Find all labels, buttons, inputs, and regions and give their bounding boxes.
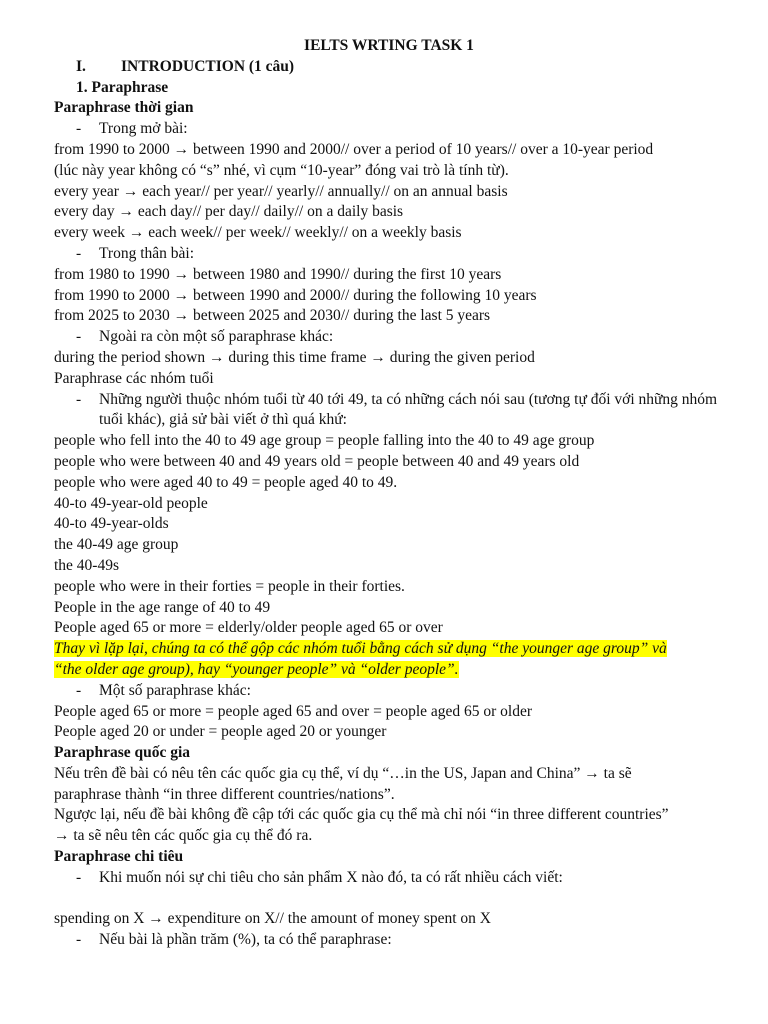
text-line: people who were in their forties = people in their forties. — [54, 577, 405, 595]
heading-spending: Paraphrase chi tiêu — [54, 848, 184, 866]
text-line: people who fell into the 40 to 49 age group = people falling into the 40 to 49 age group — [54, 432, 595, 450]
bullet-text: Ngoài ra còn một số paraphrase khác: — [99, 328, 334, 346]
text-line: during the period shown → during this time frame → during the given period — [54, 348, 535, 366]
text-line: from 2025 to 2030 → between 2025 and 2030// during the last 5 years — [54, 307, 491, 325]
bullet-dash: - — [76, 931, 82, 949]
bullet-item — [54, 327, 724, 348]
text-line: spending on X → expenditure on X// the amount of money spent on X — [54, 910, 491, 928]
text-line: People aged 65 or more = elderly/older people aged 65 or over — [54, 619, 443, 637]
text-line: every year → each year// per year// yearly// annually// on an annual basis — [54, 182, 508, 200]
heading-age-groups: Paraphrase các nhóm tuổi — [54, 369, 214, 387]
bullet-dash: - — [76, 681, 82, 699]
text-line: People in the age range of 40 to 49 — [54, 598, 271, 616]
text-line: 40-to 49-year-old people — [54, 494, 208, 512]
document-page — [54, 36, 724, 951]
subsection-heading-paraphrase: 1. Paraphrase — [76, 78, 169, 96]
bullet-item — [54, 390, 724, 432]
highlighted-note — [54, 639, 724, 660]
text-line: paraphrase thành “in three different countries/nations”. — [54, 785, 395, 803]
section-heading-introduction — [54, 57, 724, 78]
section-number: I. — [76, 57, 86, 75]
text-line: every week → each week// per week// weekly// on a weekly basis — [54, 224, 462, 242]
text-line: people who were between 40 and 49 years old = people between 40 and 49 years old — [54, 452, 580, 470]
text-line: people who were aged 40 to 49 = people aged 40 to 49. — [54, 473, 398, 491]
section-label: INTRODUCTION (1 câu) — [121, 57, 295, 75]
text-line: Ngược lại, nếu đề bài không đề cập tới các quốc gia cụ thể mà chỉ nói “in three different countries” — [54, 806, 669, 824]
text-line: People aged 20 or under = people aged 20 or younger — [54, 723, 387, 741]
bullet-dash: - — [76, 244, 82, 262]
text-line: the 40-49 age group — [54, 536, 179, 554]
text-line: → ta sẽ nêu tên các quốc gia cụ thể đó ra. — [54, 827, 313, 845]
bullet-text: Trong mở bài: — [99, 120, 188, 138]
highlighted-text: Thay vì lặp lại, chúng ta có thể gộp các nhóm tuổi bằng cách sử dụng “the younger age group” và — [54, 640, 667, 658]
text-line: the 40-49s — [54, 556, 120, 574]
bullet-item — [54, 119, 724, 140]
text-line: People aged 65 or more = people aged 65 and over = people aged 65 or older — [54, 702, 533, 720]
highlighted-note — [54, 660, 724, 681]
bullet-text: Trong thân bài: — [99, 244, 195, 262]
bullet-item — [54, 681, 724, 702]
highlighted-text: “the older age group), hay “younger people” và “older people”. — [54, 660, 459, 678]
heading-time: Paraphrase thời gian — [54, 99, 194, 117]
bullet-dash: - — [76, 120, 82, 138]
text-line: 40-to 49-year-olds — [54, 515, 169, 533]
bullet-text: Khi muốn nói sự chi tiêu cho sản phẩm X nào đó, ta có rất nhiều cách viết: — [99, 868, 563, 886]
text-line: from 1980 to 1990 → between 1980 and 1990// during the first 10 years — [54, 265, 502, 283]
bullet-dash: - — [76, 868, 82, 886]
bullet-item — [54, 244, 724, 265]
text-line: from 1990 to 2000 → between 1990 and 2000// during the following 10 years — [54, 286, 537, 304]
bullet-item — [54, 930, 724, 951]
blank-line — [54, 889, 724, 910]
bullet-text: Những người thuộc nhóm tuổi từ 40 tới 49, ta có những cách nói sau (tương tự đối với những nhóm tuổi khác), giả sử bài viết ở thì quá khứ: — [99, 390, 718, 429]
bullet-item — [54, 868, 724, 889]
text-line: Nếu trên đề bài có nêu tên các quốc gia cụ thể, ví dụ “…in the US, Japan and China” → ta sẽ — [54, 764, 632, 782]
bullet-text: Nếu bài là phần trăm (%), ta có thể paraphrase: — [99, 931, 392, 949]
text-line: every day → each day// per day// daily// on a daily basis — [54, 203, 404, 221]
text-line: from 1990 to 2000 → between 1990 and 2000// over a period of 10 years// over a 10-year period — [54, 140, 654, 158]
text-line: (lúc này year không có “s” nhé, vì cụm “10-year” đóng vai trò là tính từ). — [54, 161, 509, 179]
bullet-dash: - — [76, 328, 82, 346]
document-title: IELTS WRTING TASK 1 — [304, 37, 474, 54]
bullet-text: Một số paraphrase khác: — [99, 681, 251, 699]
bullet-dash: - — [76, 390, 82, 408]
heading-countries: Paraphrase quốc gia — [54, 744, 191, 762]
